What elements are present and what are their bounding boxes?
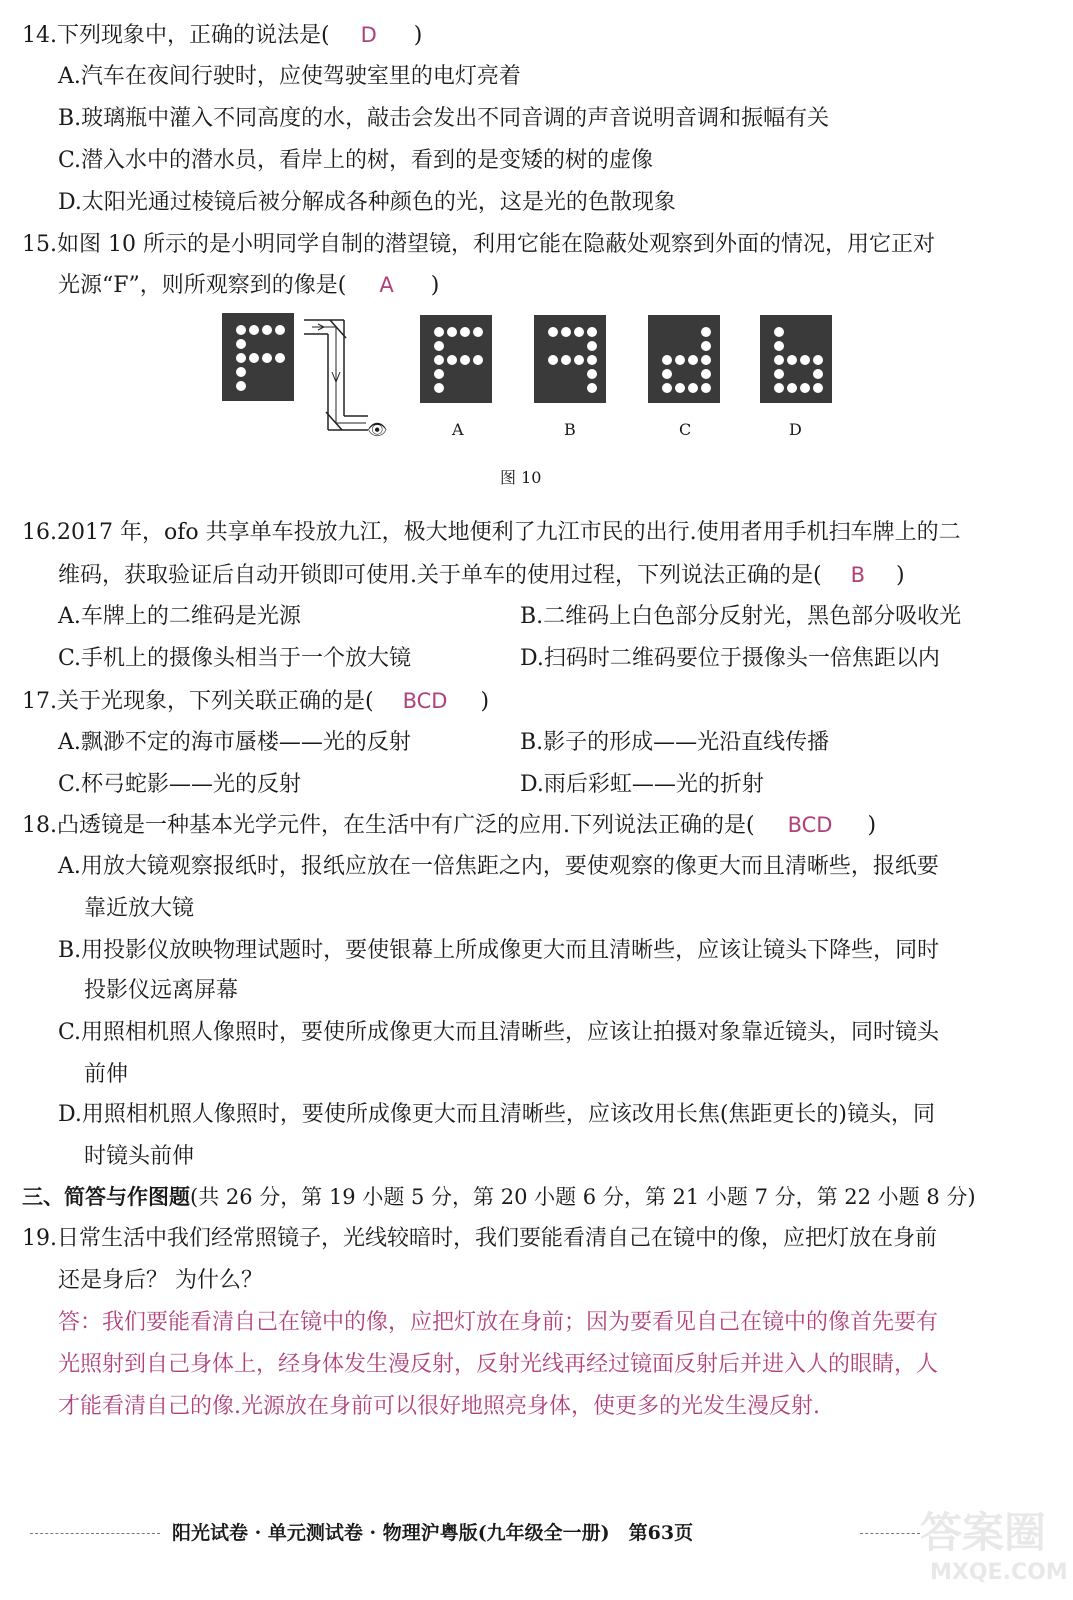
q18-option-a-line1: A.用放大镜观察报纸时，报纸应放在一倍焦距之内，要使观察的像更大而且清晰些，报纸要 <box>58 854 939 879</box>
matrix-dot <box>275 353 285 363</box>
q17-option-c: C.杯弓蛇影——光的反射 <box>58 772 302 797</box>
matrix-dot <box>813 355 823 365</box>
q14-stem <box>22 20 422 51</box>
q14-option-a: A.汽车在夜间行驶时，应使驾驶室里的电灯亮着 <box>58 64 521 89</box>
matrix-dot <box>701 327 711 337</box>
matrix-dot <box>701 355 711 365</box>
section-3-note: (共 26 分，第 19 小题 5 分，第 20 小题 6 分，第 21 小题 7 分，第 22 小题 8 分) <box>190 1185 976 1209</box>
q16-stem-close: ) <box>896 563 905 588</box>
section-3-title: 三、简答与作图题 <box>22 1184 190 1209</box>
q18-option-c-line1: C.用照相机照人像照时，要使所成像更大而且清晰些，应该让拍摄对象靠近镜头，同时镜头 <box>58 1020 940 1045</box>
option-c-panel <box>648 315 720 403</box>
matrix-dot <box>434 369 444 379</box>
q17-stem <box>22 686 489 717</box>
q18-answer: BCD <box>787 813 833 837</box>
matrix-dot <box>662 383 672 393</box>
q16-stem-line1: 16.2017 年，ofo 共享单车投放九江，极大地便利了九江市民的出行.使用者用手机扫车牌上的二 <box>22 520 961 545</box>
q18-stem-close: ) <box>867 813 877 838</box>
matrix-dot <box>434 327 444 337</box>
source-f-panel <box>222 313 294 401</box>
figure-label-d: D <box>789 420 802 439</box>
matrix-dot <box>774 355 784 365</box>
matrix-dot <box>774 383 784 393</box>
q14-option-c: C.潜入水中的潜水员，看岸上的树，看到的是变矮的树的虚像 <box>58 148 654 173</box>
q18-option-d-line2: 时镜头前伸 <box>84 1144 195 1169</box>
q18-stem <box>22 810 876 841</box>
matrix-dot <box>688 355 698 365</box>
matrix-dot <box>249 353 259 363</box>
q14-option-d: D.太阳光通过棱镜后被分解成各种颜色的光，这是光的色散现象 <box>58 190 676 215</box>
q16-option-c: C.手机上的摄像头相当于一个放大镜 <box>58 646 412 671</box>
matrix-dot <box>787 355 797 365</box>
q15-stem-close: ) <box>430 273 440 298</box>
option-d-panel <box>760 315 832 403</box>
matrix-dot <box>434 341 444 351</box>
matrix-dot <box>813 369 823 379</box>
q15-stem-line2 <box>58 270 439 301</box>
matrix-dot <box>434 355 444 365</box>
q17-stem-text: 17.关于光现象，下列关联正确的是( <box>22 689 374 714</box>
q18-option-a-line2: 靠近放大镜 <box>84 896 195 921</box>
matrix-dot <box>460 355 470 365</box>
footer-text: 阳光试卷 · 单元测试卷 · 物理沪粤版(九年级全一册) 第63页 <box>172 1522 694 1544</box>
matrix-dot <box>236 339 246 349</box>
q14-answer: D <box>360 23 377 47</box>
matrix-dot <box>774 327 784 337</box>
q19-answer-line2: 光照射到自己身体上，经身体发生漫反射，反射光线再经过镜面反射后并进入人的眼睛，人 <box>58 1352 939 1377</box>
q16-option-a: A.车牌上的二维码是光源 <box>58 604 301 629</box>
q17-option-b: B.影子的形成——光沿直线传播 <box>520 730 830 755</box>
matrix-dot <box>236 367 246 377</box>
q17-answer: BCD <box>402 689 448 713</box>
matrix-dot <box>460 327 470 337</box>
q18-option-d-line1: D.用照相机照人像照时，要使所成像更大而且清晰些，应该改用长焦(焦距更长的)镜头，同 <box>58 1102 936 1127</box>
matrix-dot <box>813 383 823 393</box>
matrix-dot <box>774 369 784 379</box>
matrix-dot <box>447 355 457 365</box>
q16-option-d: D.扫码时二维码要位于摄像头一倍焦距以内 <box>520 646 940 671</box>
matrix-dot <box>587 327 597 337</box>
q16-stem-line2 <box>58 560 905 591</box>
q18-option-c-line2: 前伸 <box>84 1062 129 1087</box>
matrix-dot <box>249 325 259 335</box>
matrix-dot <box>688 383 698 393</box>
q17-option-d: D.雨后彩虹——光的折射 <box>520 772 764 797</box>
figure-label-b: B <box>564 420 576 439</box>
matrix-dot <box>434 383 444 393</box>
watermark-logo: 答案圈 <box>920 1508 1047 1557</box>
matrix-dot <box>473 327 483 337</box>
matrix-dot <box>800 355 810 365</box>
matrix-dot <box>675 355 685 365</box>
matrix-dot <box>561 327 571 337</box>
matrix-dot <box>662 355 672 365</box>
footer-divider-right <box>860 1533 920 1534</box>
option-a-panel <box>420 315 492 403</box>
matrix-dot <box>701 341 711 351</box>
matrix-dot <box>787 383 797 393</box>
matrix-dot <box>236 353 246 363</box>
q16-option-b: B.二维码上白色部分反射光，黑色部分吸收光 <box>520 604 962 629</box>
q19-answer-line1: 答：我们要能看清自己在镜中的像，应把灯放在身前；因为要看见自己在镜中的像首先要有 <box>58 1310 939 1335</box>
figure-label-c: C <box>679 420 692 439</box>
q19-answer-line3: 才能看清自己的像.光源放在身前可以很好地照亮身体，使更多的光发生漫反射. <box>58 1394 820 1419</box>
matrix-dot <box>675 383 685 393</box>
q14-stem-close: ) <box>413 23 423 48</box>
matrix-dot <box>275 325 285 335</box>
q16-answer: B <box>850 563 866 587</box>
matrix-dot <box>473 355 483 365</box>
matrix-dot <box>548 355 558 365</box>
matrix-dot <box>548 327 558 337</box>
matrix-dot <box>662 369 672 379</box>
matrix-dot <box>236 381 246 391</box>
matrix-dot <box>561 355 571 365</box>
figure-caption: 图 10 <box>500 468 542 487</box>
matrix-dot <box>587 369 597 379</box>
matrix-dot <box>262 353 272 363</box>
q16-stem-text: 维码，获取验证后自动开锁即可使用.关于单车的使用过程，下列说法正确的是( <box>58 563 822 588</box>
matrix-dot <box>701 383 711 393</box>
matrix-dot <box>574 327 584 337</box>
matrix-dot <box>262 325 272 335</box>
matrix-dot <box>236 325 246 335</box>
q17-option-a: A.飘渺不定的海市蜃楼——光的反射 <box>58 730 411 755</box>
q15-stem-line1: 15.如图 10 所示的是小明同学自制的潜望镜，利用它能在隐蔽处观察到外面的情况，用它正对 <box>22 232 935 257</box>
q14-option-b: B.玻璃瓶中灌入不同高度的水，敲击会发出不同音调的声音说明音调和振幅有关 <box>58 106 830 131</box>
eye-icon: 👁 <box>367 420 388 439</box>
q17-stem-close: ) <box>480 689 490 714</box>
matrix-dot <box>587 341 597 351</box>
matrix-dot <box>800 383 810 393</box>
matrix-dot <box>587 383 597 393</box>
q18-option-b-line2: 投影仪远离屏幕 <box>84 978 239 1003</box>
figure-label-a: A <box>452 420 464 439</box>
footer-divider-left <box>30 1533 160 1534</box>
matrix-dot <box>574 355 584 365</box>
q19-stem-line1: 19.日常生活中我们经常照镜子，光线较暗时，我们要能看清自己在镜中的像，应把灯放在身前 <box>22 1226 937 1251</box>
q15-answer: A <box>379 273 394 297</box>
matrix-dot <box>447 327 457 337</box>
option-b-panel <box>534 315 606 403</box>
q15-stem-text: 光源“F”，则所观察到的像是( <box>58 273 347 298</box>
matrix-dot <box>774 341 784 351</box>
section-3-header <box>22 1182 976 1212</box>
matrix-dot <box>701 369 711 379</box>
q18-option-b-line1: B.用投影仪放映物理试题时，要使银幕上所成像更大而且清晰些，应该让镜头下降些，同时 <box>58 938 940 963</box>
page-footer <box>0 1518 1073 1548</box>
watermark-site: MXQE.COM <box>930 1560 1068 1585</box>
q19-stem-line2: 还是身后？ 为什么？ <box>58 1268 263 1293</box>
q18-stem-text: 18.凸透镜是一种基本光学元件，在生活中有广泛的应用.下列说法正确的是( <box>22 813 755 838</box>
q14-stem-text: 14.下列现象中，正确的说法是( <box>22 23 330 48</box>
matrix-dot <box>587 355 597 365</box>
